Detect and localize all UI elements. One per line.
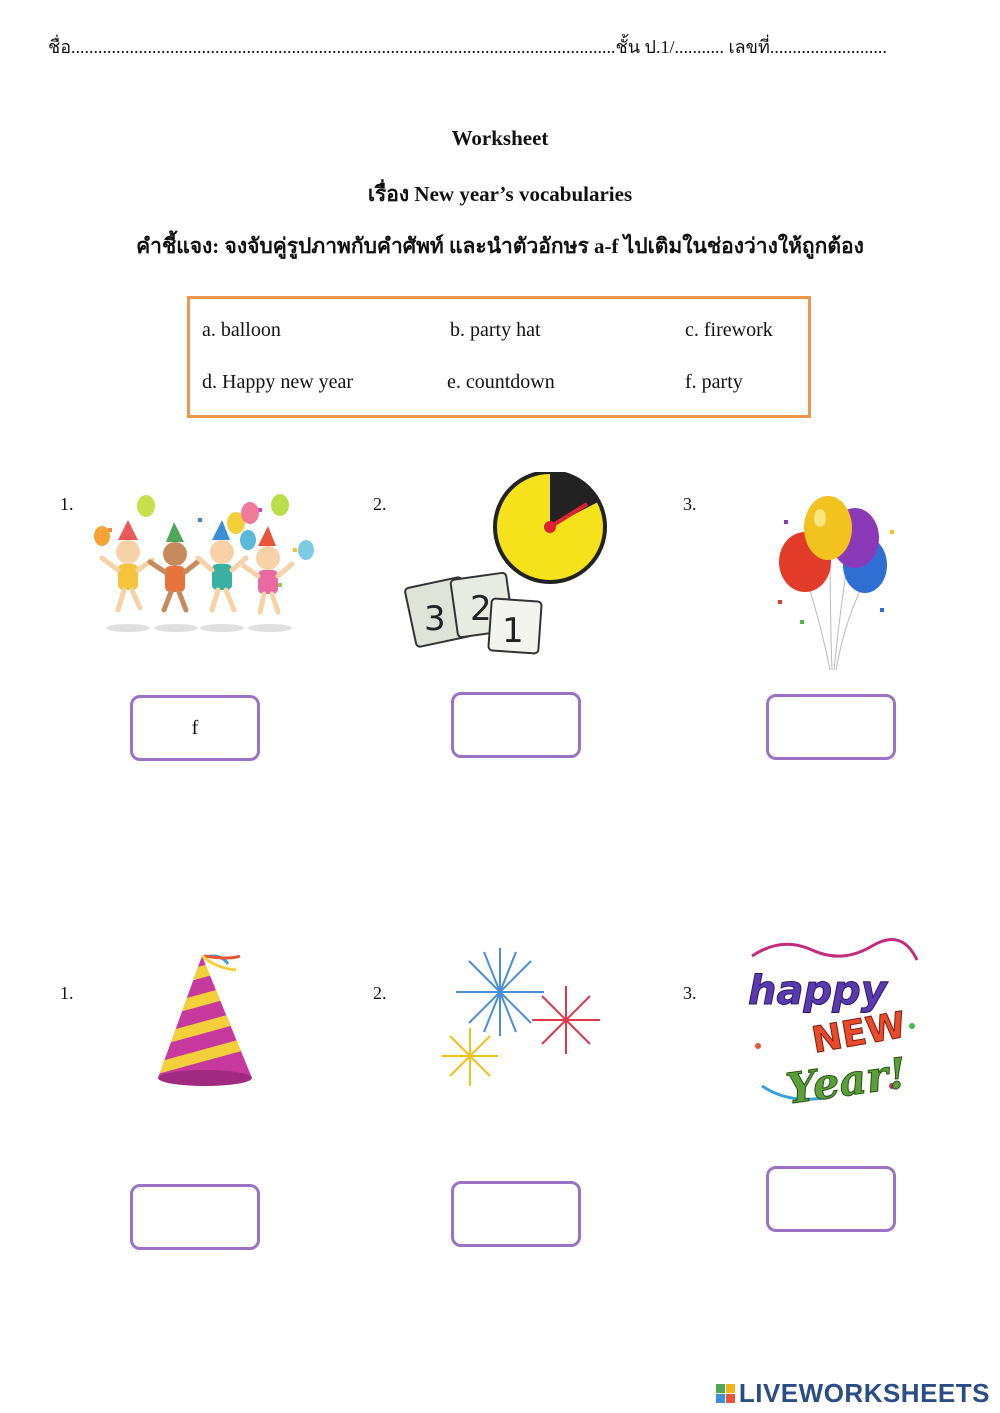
word-bank-box (187, 296, 811, 418)
happy-text: happy (748, 968, 887, 1014)
logo-text: LIVEWORKSHEETS (738, 1378, 990, 1408)
word-bank-item: b. party hat (450, 319, 541, 341)
question-number: 2. (373, 983, 387, 1003)
word-bank-item: d. Happy new year (202, 371, 354, 393)
student-info-line: ชื่อ.........................................................................................................................ชั้น ป.1/........... เลขที่.......................... (48, 37, 887, 57)
instructions: คำชี้แจง: จงจับคู่รูปภาพกับคำศัพท์ และนำตัวอักษร a-f ไปเติมในช่องว่างให้ถูกต้อง (136, 234, 864, 258)
year-text: Year! (783, 1048, 910, 1114)
party-hat-icon (150, 950, 260, 1090)
balloons-icon (770, 490, 920, 675)
calendar-pages (404, 572, 541, 653)
question-number: 3. (683, 983, 697, 1003)
worksheet-subtitle: เรื่อง New year’s vocabularies (367, 182, 633, 206)
happy-new-year-icon (742, 936, 927, 1116)
calendar-page-3: 3 (424, 599, 446, 639)
question-number: 1. (60, 983, 74, 1003)
answer-box[interactable] (451, 692, 581, 758)
word-bank-item: f. party (685, 371, 743, 393)
kids-party-icon (88, 488, 318, 638)
question-number: 3. (683, 494, 697, 514)
question-number: 1. (60, 494, 74, 514)
word-bank-item: e. countdown (447, 371, 555, 393)
calendar-page-1: 1 (502, 611, 524, 651)
answer-box[interactable] (766, 1166, 896, 1232)
answer-box[interactable] (130, 1184, 260, 1250)
worksheet-title: Worksheet (451, 126, 549, 150)
question-number: 2. (373, 494, 387, 514)
countdown-clock-icon (402, 472, 612, 657)
logo-mark-icon (716, 1384, 735, 1403)
calendar-page-2: 2 (470, 589, 492, 629)
answer-box[interactable] (451, 1181, 581, 1247)
answer-box[interactable]: f (130, 695, 260, 761)
answer-box[interactable] (766, 694, 896, 760)
firework-icon (438, 944, 608, 1094)
liveworksheets-logo (716, 1378, 990, 1409)
word-bank-item: a. balloon (202, 319, 281, 341)
new-text: NEW (808, 1004, 909, 1062)
word-bank-item: c. firework (685, 319, 773, 341)
